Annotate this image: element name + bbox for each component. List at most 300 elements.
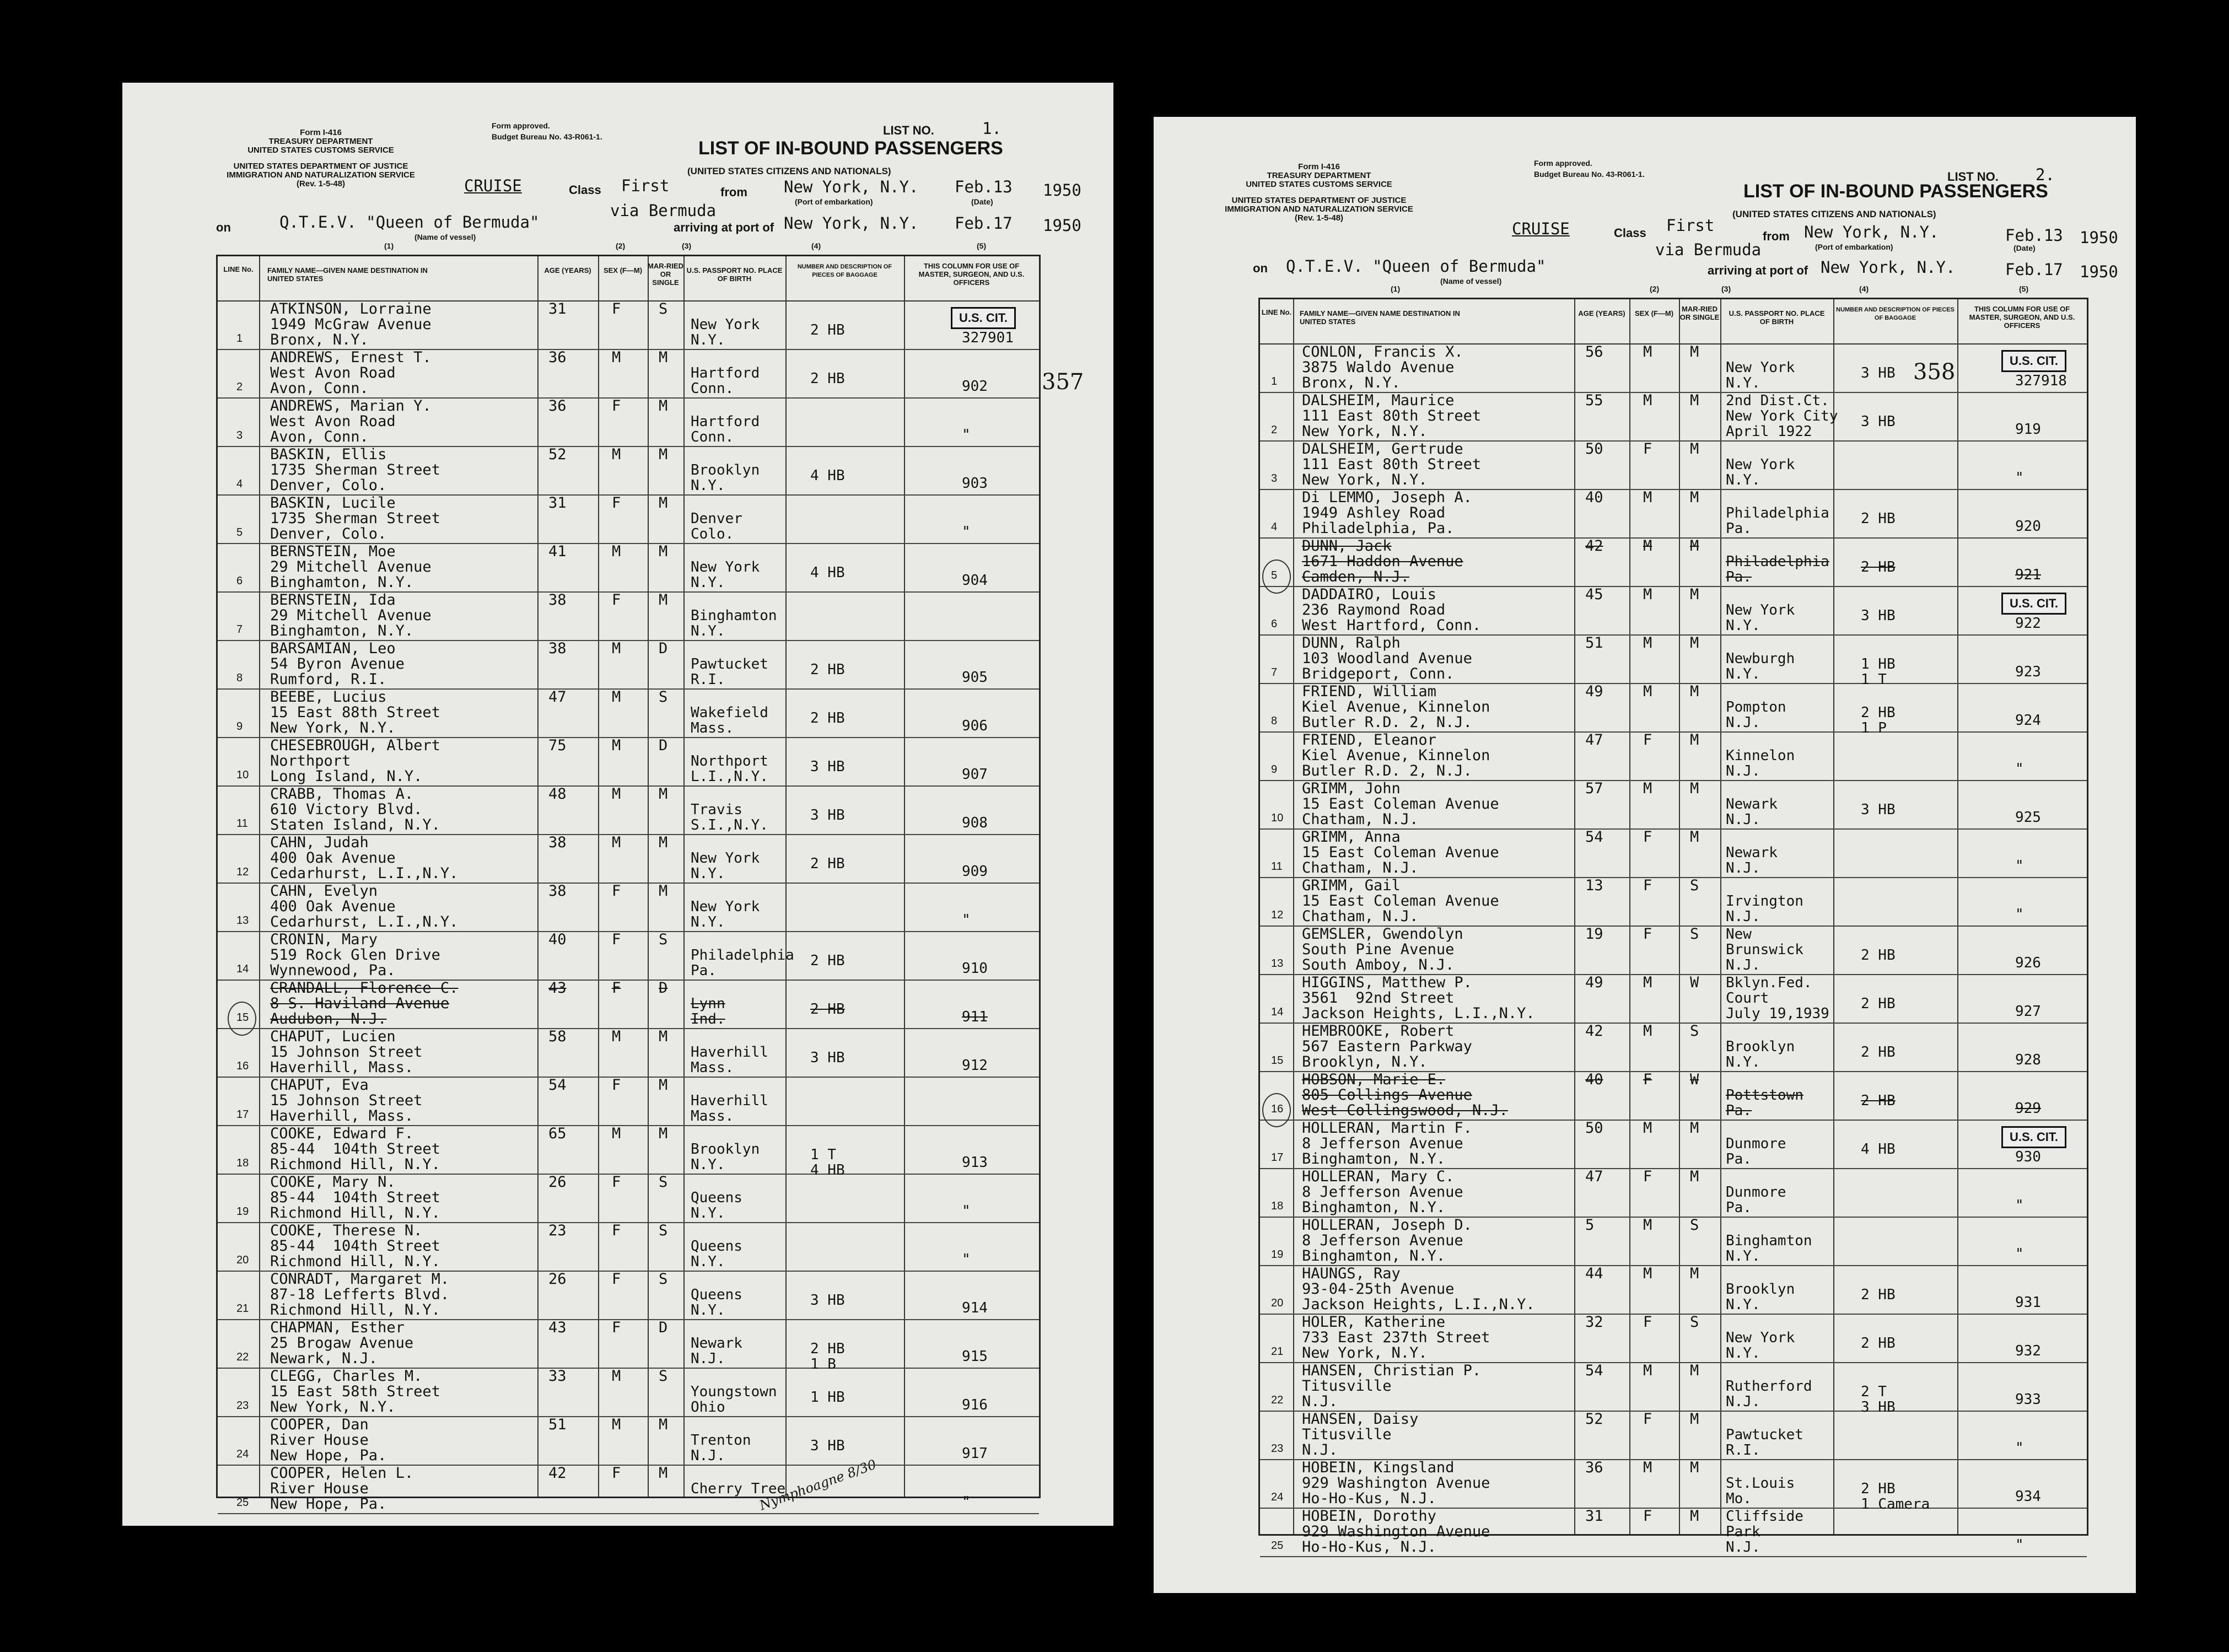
city-state: Denver, Colo. — [270, 477, 387, 494]
passenger-name: HANSEN, Christian P. — [1302, 1362, 1482, 1379]
line-number: 5 — [236, 526, 243, 539]
baggage: 2 HB — [1861, 1335, 1896, 1352]
sex: M — [612, 1028, 621, 1045]
birthplace: Brooklyn — [691, 1141, 760, 1158]
baggage: 2 HB 1 P — [1861, 704, 1896, 736]
table-row — [1260, 490, 2087, 539]
marital-status: S — [659, 1271, 668, 1288]
cruise: CRUISE — [464, 176, 522, 195]
passenger-table — [216, 255, 1041, 1513]
age: 26 — [548, 1174, 567, 1191]
col-line-no: LINE No. — [223, 265, 254, 273]
line-number: 12 — [236, 866, 249, 878]
table-row — [218, 932, 1039, 981]
form-number: Form I-416 — [1298, 162, 1340, 171]
city-state: New York, N.Y. — [1302, 423, 1428, 440]
birthplace-state: N.J. — [1726, 860, 1760, 876]
passenger-name: HOBEIN, Kingsland — [1302, 1459, 1455, 1476]
form-approved: Form approved. — [1534, 159, 1592, 168]
sex: F — [612, 397, 621, 415]
marital-status: S — [659, 931, 668, 948]
address-line: 519 Rock Glen Drive — [270, 946, 440, 964]
line-number: 22 — [236, 1351, 249, 1363]
arrival-date: Feb.17 — [2005, 260, 2063, 279]
passenger-name: FRIEND, Eleanor — [1302, 731, 1436, 749]
table-row — [218, 1319, 1039, 1373]
from-date: Feb.13 — [955, 177, 1013, 196]
birthplace: New York — [691, 316, 760, 333]
sex: M — [1643, 1120, 1652, 1137]
marital-status: M — [1690, 1168, 1699, 1185]
sex: F — [1643, 731, 1652, 749]
sex: M — [1643, 343, 1652, 360]
baggage: 2 HB — [810, 322, 845, 338]
officer-number: 327901 — [962, 330, 1014, 346]
age: 26 — [548, 1271, 567, 1288]
birthplace: Dunmore — [1726, 1184, 1786, 1201]
passenger-name: GEMSLER, Gwendolyn — [1302, 925, 1463, 943]
line-number: 1 — [1271, 375, 1278, 388]
marital-status: M — [659, 1125, 668, 1142]
sex: M — [1643, 683, 1652, 700]
passenger-name: DUNN, Jack — [1302, 537, 1392, 555]
marital-status: D — [659, 980, 668, 997]
birthplace-state: N.Y. — [691, 1302, 725, 1319]
birthplace-state: R.I. — [1726, 1442, 1760, 1459]
manifest-subtitle: (UNITED STATES CITIZENS AND NATIONALS) — [687, 166, 891, 176]
sex: F — [612, 1319, 621, 1336]
table-row — [218, 1417, 1039, 1466]
marital-status: M — [1690, 780, 1699, 797]
passenger-name: CAHN, Evelyn — [270, 882, 378, 900]
birthplace: Court — [1726, 990, 1769, 1007]
officer-number: " — [2015, 761, 2024, 777]
age: 44 — [1585, 1265, 1603, 1282]
marital-status: M — [659, 591, 668, 609]
sex: M — [1643, 1459, 1652, 1476]
address-line: 8 Jefferson Avenue — [1302, 1232, 1463, 1249]
sex: M — [612, 1416, 621, 1433]
birthplace: Pottstown — [1726, 1087, 1803, 1104]
address-line: 15 Johnson Street — [270, 1092, 423, 1109]
department: TREASURY DEPARTMENT — [1267, 171, 1371, 180]
from-port: New York, N.Y. — [784, 177, 919, 196]
passenger-name: DUNN, Ralph — [1302, 634, 1401, 652]
baggage: 2 HB — [1861, 1287, 1896, 1303]
table-row — [1260, 634, 2087, 688]
birthplace: New York City — [1726, 408, 1838, 424]
passenger-name: BASKIN, Lucile — [270, 494, 396, 512]
birthplace-state: N.Y. — [1726, 666, 1760, 682]
sex: M — [1643, 1265, 1652, 1282]
address-line: Kiel Avenue, Kinnelon — [1302, 698, 1490, 715]
passenger-name: CONRADT, Margaret M. — [270, 1271, 450, 1288]
city-state: Chatham, N.J. — [1302, 908, 1419, 925]
line-number: 6 — [1271, 618, 1278, 630]
birthplace: Newark — [1726, 844, 1778, 861]
marital-status: M — [1690, 731, 1699, 749]
marital-status: M — [659, 1465, 668, 1482]
address-line: 25 Brogaw Avenue — [270, 1334, 414, 1352]
age: 50 — [1585, 1120, 1603, 1137]
city-state: New York, N.Y. — [1302, 1344, 1428, 1362]
city-state: New York, N.Y. — [1302, 471, 1428, 488]
table-row — [1260, 733, 2087, 781]
passenger-rows — [1260, 345, 2087, 1557]
officer-number: 905 — [962, 669, 988, 686]
birthplace-state: Ind. — [691, 1011, 725, 1027]
marital-status: M — [1690, 392, 1699, 409]
line-number: 21 — [236, 1303, 249, 1315]
officer-number: " — [962, 1494, 971, 1510]
birthplace-state: S.I.,N.Y. — [691, 817, 768, 833]
passenger-name: HIGGINS, Matthew P. — [1302, 974, 1472, 991]
passenger-name: ANDREWS, Marian Y. — [270, 397, 432, 415]
birthplace-state: Pa. — [1726, 569, 1752, 585]
address-line: 15 East Coleman Avenue — [1302, 844, 1499, 861]
class-label: Class — [1614, 226, 1646, 240]
officer-number: " — [2015, 1246, 2024, 1262]
marital-status: S — [1690, 1217, 1699, 1234]
class-value: First — [621, 176, 670, 195]
age: 36 — [548, 349, 567, 366]
city-state: Butler R.D. 2, N.J. — [1302, 714, 1472, 731]
officer-number: 919 — [2015, 421, 2041, 438]
margin-note: 358 — [1913, 359, 1956, 385]
city-state: Newark, N.J. — [270, 1350, 378, 1367]
passport-line: Bklyn.Fed. — [1726, 975, 1812, 991]
form-revision: (Rev. 1-5-48) — [296, 179, 346, 189]
birthplace: Cherry Tree — [691, 1481, 786, 1497]
marital-status: D — [659, 640, 668, 657]
us-citizen-stamp: U.S. CIT. — [2001, 593, 2066, 615]
marital-status: M — [659, 543, 668, 560]
address-line: West Avon Road — [270, 364, 396, 381]
age: 5 — [1585, 1217, 1595, 1234]
line-number: 24 — [1271, 1491, 1284, 1503]
form-number: Form I-416 — [300, 128, 342, 137]
city-state: N.J. — [1302, 1441, 1338, 1459]
table-row — [218, 399, 1039, 447]
birthplace: Irvington — [1726, 893, 1803, 910]
table-row — [218, 1029, 1039, 1078]
birthplace: New York — [691, 559, 760, 575]
table-row — [1260, 1072, 2087, 1121]
birthplace-state: N.Y. — [691, 1156, 725, 1173]
marital-status: M — [659, 1028, 668, 1045]
birthplace: Dunmore — [1726, 1136, 1786, 1152]
table-row — [1260, 1362, 2087, 1416]
passenger-name: CHAPMAN, Esther — [270, 1319, 405, 1336]
birthplace-state: Pa. — [1726, 1151, 1752, 1167]
sex: F — [1643, 1411, 1652, 1428]
marital-status: M — [1690, 1362, 1699, 1379]
baggage: 3 HB — [1861, 801, 1896, 818]
passenger-name: HOBEIN, Dorothy — [1302, 1508, 1436, 1525]
birthplace: Pompton — [1726, 699, 1786, 715]
table-row — [1260, 1024, 2087, 1072]
sex: M — [1643, 537, 1652, 555]
officer-number: 902 — [962, 378, 988, 395]
birthplace: Trenton — [691, 1432, 751, 1449]
birthplace-state: N.J. — [691, 1350, 725, 1367]
birthplace: Travis — [691, 801, 742, 818]
sex: F — [612, 882, 621, 900]
city-state: Wynnewood, Pa. — [270, 962, 396, 979]
from-label: from — [720, 185, 747, 199]
baggage: 2 HB — [810, 710, 845, 727]
age: 43 — [548, 980, 567, 997]
city-state: Philadelphia, Pa. — [1302, 520, 1455, 537]
from-label: from — [1763, 229, 1790, 243]
city-state: New York, N.Y. — [270, 719, 396, 736]
age: 56 — [1585, 343, 1603, 360]
line-number: 23 — [236, 1400, 249, 1412]
officer-number: 932 — [2015, 1343, 2041, 1359]
passenger-name: CAHN, Judah — [270, 834, 369, 851]
via-route: via Bermuda — [1655, 240, 1762, 259]
city-state: Chatham, N.J. — [1302, 811, 1419, 828]
city-state: Bridgeport, Conn. — [1302, 665, 1455, 682]
passenger-name: CRABB, Thomas A. — [270, 785, 414, 803]
arrival-date: Feb.17 — [955, 214, 1013, 233]
address-line: 8 S. Haviland Avenue — [270, 995, 450, 1012]
passenger-name: CHAPUT, Lucien — [270, 1028, 396, 1045]
from-year: 1950 — [1043, 181, 1081, 200]
baggage: 3 HB — [810, 807, 845, 824]
passenger-name: COOKE, Mary N. — [270, 1174, 396, 1191]
marital-status: M — [1690, 586, 1699, 603]
birthplace: Kinnelon — [1726, 747, 1795, 764]
city-state: Haverhill, Mass. — [270, 1107, 414, 1124]
city-state: Chatham, N.J. — [1302, 859, 1419, 876]
officer-number: 923 — [2015, 664, 2041, 680]
birthplace-state: N.J. — [691, 1447, 725, 1464]
passenger-name: COOPER, Dan — [270, 1416, 369, 1433]
address-line: 85-44 104th Street — [270, 1189, 440, 1206]
col-num-5: (5) — [977, 241, 987, 250]
officer-number: " — [2015, 470, 2024, 486]
sex: F — [612, 300, 621, 318]
via-route: via Bermuda — [610, 201, 717, 220]
col-age: AGE (YEARS) — [1578, 309, 1625, 318]
birthplace-state: N.Y. — [1726, 1296, 1760, 1313]
line-number: 3 — [236, 429, 243, 442]
birthplace-state: N.Y. — [1726, 1345, 1760, 1362]
birthplace-state: N.Y. — [691, 1205, 725, 1221]
city-state: New York, N.Y. — [270, 1398, 396, 1416]
table-row — [1260, 830, 2087, 878]
marital-status: S — [659, 1222, 668, 1239]
city-state: N.J. — [1302, 1393, 1338, 1410]
cruise: CRUISE — [1512, 219, 1570, 238]
birthplace-state: N.Y. — [691, 477, 725, 494]
sex: F — [1643, 828, 1652, 846]
address-line: 8 Jefferson Avenue — [1302, 1183, 1463, 1201]
officer-number: 917 — [962, 1445, 988, 1462]
birthplace-state: N.Y. — [691, 623, 725, 639]
table-row — [218, 1223, 1039, 1272]
baggage: 2 HB — [1861, 947, 1896, 964]
signature: Nymphoagne 8/30 — [757, 1456, 879, 1514]
city-state: Binghamton, N.Y. — [1302, 1150, 1446, 1167]
city-state: Richmond Hill, N.Y. — [270, 1204, 440, 1221]
marital-status: S — [659, 688, 668, 706]
age: 51 — [548, 1416, 567, 1433]
officer-number: 933 — [2015, 1391, 2041, 1408]
line-number: 16 — [236, 1060, 249, 1072]
col-num-3: (3) — [682, 241, 692, 250]
birthplace-state: N.Y. — [691, 914, 725, 930]
from-year: 1950 — [2080, 228, 2118, 247]
age: 33 — [548, 1368, 567, 1385]
list-no-label: LIST NO. — [883, 123, 934, 137]
marital-status: M — [1690, 343, 1699, 360]
passenger-name: COOPER, Helen L. — [270, 1465, 414, 1482]
table-row — [1260, 539, 2087, 587]
officer-number: 914 — [962, 1300, 988, 1316]
birthplace-state: R.I. — [691, 671, 725, 688]
city-state: Butler R.D. 2, N.J. — [1302, 762, 1472, 779]
birthplace-state: N.Y. — [1726, 375, 1760, 391]
age: 42 — [1585, 537, 1603, 555]
sex: F — [612, 980, 621, 997]
age: 47 — [548, 688, 567, 706]
table-row — [1260, 1266, 2087, 1315]
address-line: 8 Jefferson Avenue — [1302, 1135, 1463, 1152]
sex: M — [612, 1368, 621, 1385]
passport-line: 2nd Dist.Ct. — [1726, 392, 1829, 409]
address-line: 87-18 Lefferts Blvd. — [270, 1286, 450, 1303]
line-number: 20 — [1271, 1297, 1284, 1309]
city-state: Audubon, N.J. — [270, 1010, 387, 1027]
line-number: 2 — [1271, 424, 1278, 436]
officer-number: 920 — [2015, 518, 2041, 535]
line-number: 23 — [1271, 1443, 1284, 1455]
address-line: 236 Raymond Road — [1302, 601, 1446, 618]
address-line: Northport — [270, 752, 351, 770]
sex: M — [1643, 392, 1652, 409]
age: 45 — [1585, 586, 1603, 603]
address-line: Kiel Avenue, Kinnelon — [1302, 747, 1490, 764]
marital-status: M — [1690, 1508, 1699, 1525]
age: 40 — [548, 931, 567, 948]
passenger-name: DADDAIRO, Louis — [1302, 586, 1436, 603]
passenger-name: BARSAMIAN, Leo — [270, 640, 396, 657]
birthplace: Philadelphia — [1726, 553, 1829, 570]
sex: F — [612, 1077, 621, 1094]
col-married: MAR-RIED OR SINGLE — [1679, 305, 1720, 321]
baggage: 3 HB — [810, 1292, 845, 1309]
age: 31 — [548, 300, 567, 318]
birthplace-state: Ohio — [691, 1399, 725, 1416]
age: 65 — [548, 1125, 567, 1142]
passenger-name: Di LEMMO, Joseph A. — [1302, 489, 1472, 506]
officer-number: 911 — [962, 1009, 988, 1025]
line-number: 3 — [1271, 472, 1278, 485]
manifest-sheet-right — [1154, 117, 2136, 1593]
line-number: 13 — [236, 914, 249, 927]
marital-status: S — [659, 1174, 668, 1191]
birthplace: Binghamton — [1726, 1233, 1812, 1249]
address-line: 400 Oak Avenue — [270, 849, 396, 867]
birthplace: Brooklyn — [1726, 1281, 1795, 1298]
sex: F — [1643, 440, 1652, 458]
birthplace: Youngstown — [691, 1384, 777, 1400]
table-row — [1260, 1459, 2087, 1513]
address-line: River House — [270, 1480, 369, 1497]
us-citizen-stamp: U.S. CIT. — [2001, 350, 2066, 372]
marital-status: M — [1690, 1265, 1699, 1282]
address-line: 85-44 104th Street — [270, 1140, 440, 1158]
birthplace: Queens — [691, 1238, 742, 1255]
line-number: 9 — [1271, 763, 1278, 776]
customs-service: UNITED STATES CUSTOMS SERVICE — [247, 146, 394, 155]
age: 31 — [548, 494, 567, 512]
class-label: Class — [569, 183, 601, 197]
baggage: 2 HB — [810, 953, 845, 969]
line-number: 19 — [236, 1206, 249, 1218]
ins: IMMIGRATION AND NATURALIZATION SERVICE — [1225, 205, 1413, 214]
justice-department: UNITED STATES DEPARTMENT OF JUSTICE — [233, 162, 408, 171]
arrival-year: 1950 — [1043, 216, 1081, 235]
age: 58 — [548, 1028, 567, 1045]
col-line-no: LINE No. — [1261, 308, 1292, 316]
birthplace: New York — [1726, 1330, 1795, 1346]
birthplace-state: April 1922 — [1726, 423, 1812, 440]
passenger-name: BASKIN, Ellis — [270, 446, 387, 463]
officer-number: 925 — [2015, 809, 2041, 826]
birthplace: Pawtucket — [691, 656, 768, 672]
sex: F — [612, 1465, 621, 1482]
marital-status: M — [1690, 537, 1699, 555]
marital-status: S — [659, 1368, 668, 1385]
passenger-name: HOLER, Katherine — [1302, 1314, 1446, 1331]
birthplace-state: N.Y. — [691, 1253, 725, 1270]
officer-number: 904 — [962, 572, 988, 589]
address-line: 1949 McGraw Avenue — [270, 316, 432, 333]
line-number: 20 — [236, 1254, 249, 1266]
birthplace: Binghamton — [691, 607, 777, 624]
passenger-name: GRIMM, John — [1302, 780, 1401, 797]
passenger-name: CHAPUT, Eva — [270, 1077, 369, 1094]
officer-number: 931 — [2015, 1294, 2041, 1311]
passenger-name: GRIMM, Anna — [1302, 828, 1401, 846]
line-number: 9 — [236, 720, 243, 733]
passenger-name: HAUNGS, Ray — [1302, 1265, 1401, 1282]
marital-status: W — [1690, 974, 1699, 991]
passenger-name: HOLLERAN, Joseph D. — [1302, 1217, 1472, 1234]
address-line: 29 Mitchell Avenue — [270, 607, 432, 624]
officer-number: " — [2015, 1197, 2024, 1214]
baggage: 3 HB — [810, 1050, 845, 1066]
table-row — [218, 1125, 1039, 1179]
address-line: 929 Washington Avenue — [1302, 1475, 1490, 1492]
officer-number: 907 — [962, 766, 988, 783]
table-row — [218, 1078, 1039, 1126]
baggage: 2 HB 1 Camera — [1861, 1481, 1930, 1513]
marital-status: M — [659, 785, 668, 803]
address-line: 3875 Waldo Avenue — [1302, 359, 1455, 376]
col-num-2: (2) — [616, 241, 626, 250]
age: 23 — [548, 1222, 567, 1239]
line-number: 25 — [1271, 1540, 1284, 1552]
birthplace-state: N.J. — [1726, 714, 1760, 731]
form-revision: (Rev. 1-5-48) — [1294, 213, 1344, 223]
marital-status: M — [1690, 634, 1699, 652]
address-line: 15 Johnson Street — [270, 1043, 423, 1061]
age: 51 — [1585, 634, 1603, 652]
